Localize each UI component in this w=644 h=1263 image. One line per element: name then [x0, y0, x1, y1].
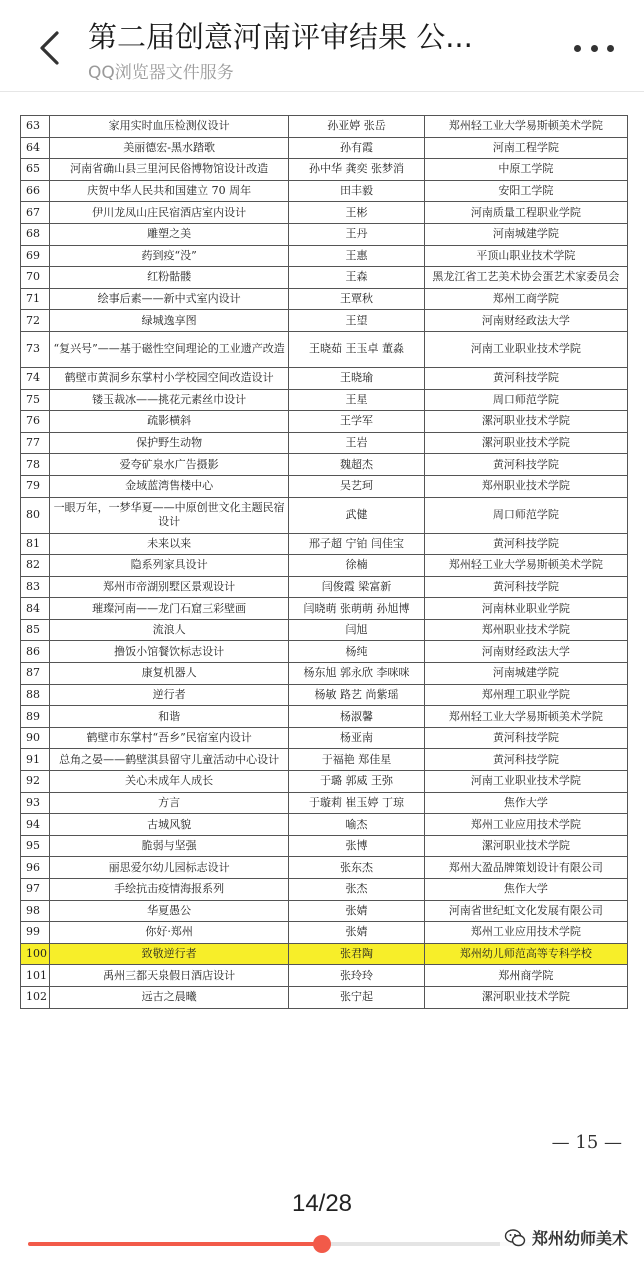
row-number: 74 [21, 367, 50, 389]
row-number: 101 [21, 965, 50, 987]
table-row [21, 159, 628, 181]
row-number: 63 [21, 116, 50, 138]
author-names: 张玲玲 [289, 965, 425, 987]
dot-icon [591, 45, 598, 52]
school-name: 漯河职业技术学院 [424, 411, 627, 433]
author-names: 张婧 [289, 922, 425, 944]
author-names: 张博 [289, 835, 425, 857]
row-number: 99 [21, 922, 50, 944]
table-row [21, 835, 628, 857]
author-names: 闫旭 [289, 619, 425, 641]
document-page-number: — 15 — [551, 1132, 622, 1153]
table-row [21, 922, 628, 944]
page-progress-handle[interactable] [313, 1235, 331, 1253]
author-names: 孙有霞 [289, 137, 425, 159]
table-row [21, 137, 628, 159]
school-name: 郑州职业技术学院 [424, 475, 627, 497]
table-row [21, 900, 628, 922]
author-names: 王晓茹 王玉卓 董淼 [289, 331, 425, 367]
work-title: 你好·郑州 [50, 922, 289, 944]
work-title: 绘事后素——新中式室内设计 [50, 288, 289, 310]
row-number: 81 [21, 533, 50, 555]
school-name: 黄河科技学院 [424, 727, 627, 749]
work-title: 丽思爱尔幼儿园标志设计 [50, 857, 289, 879]
work-title: 爱夸矿泉水广告摄影 [50, 454, 289, 476]
school-name: 郑州轻工业大学易斯顿美术学院 [424, 116, 627, 138]
row-number: 65 [21, 159, 50, 181]
watermark [500, 1224, 632, 1251]
table-row [21, 497, 628, 533]
work-title: 药到疫“没” [50, 245, 289, 267]
table-row [21, 986, 628, 1008]
work-title: 脆弱与坚强 [50, 835, 289, 857]
school-name: 漯河职业技术学院 [424, 986, 627, 1008]
author-names: 王彬 [289, 202, 425, 224]
work-title: 关心未成年人成长 [50, 771, 289, 793]
table-row [21, 180, 628, 202]
table-row [21, 288, 628, 310]
author-names: 张宁起 [289, 986, 425, 1008]
school-name: 黑龙江省工艺美术协会蛋艺术家委员会 [424, 267, 627, 289]
school-name: 中原工学院 [424, 159, 627, 181]
work-title: “复兴号”——基于磁性空间理论的工业遗产改造 [50, 331, 289, 367]
school-name: 郑州轻工业大学易斯顿美术学院 [424, 555, 627, 577]
more-options-button[interactable] [574, 38, 614, 58]
back-button[interactable] [30, 28, 70, 68]
table-row [21, 943, 628, 965]
row-number: 86 [21, 641, 50, 663]
row-number: 90 [21, 727, 50, 749]
school-name: 郑州轻工业大学易斯顿美术学院 [424, 706, 627, 728]
school-name: 郑州职业技术学院 [424, 619, 627, 641]
school-name: 平顶山职业技术学院 [424, 245, 627, 267]
work-title: 未来以来 [50, 533, 289, 555]
table-row [21, 598, 628, 620]
page-progress-fill [28, 1242, 322, 1246]
row-number: 72 [21, 310, 50, 332]
school-name: 河南工业职业技术学院 [424, 771, 627, 793]
school-name: 漯河职业技术学院 [424, 835, 627, 857]
school-name: 河南质量工程职业学院 [424, 202, 627, 224]
table-row [21, 684, 628, 706]
row-number: 75 [21, 389, 50, 411]
row-number: 69 [21, 245, 50, 267]
table-row [21, 771, 628, 793]
table-row [21, 576, 628, 598]
row-number: 89 [21, 706, 50, 728]
author-names: 孙中华 龚奕 张梦消 [289, 159, 425, 181]
author-names: 王晓瑜 [289, 367, 425, 389]
author-names: 王望 [289, 310, 425, 332]
work-title: 璀璨河南——龙门石窟三彩壁画 [50, 598, 289, 620]
work-title: 伊川龙凤山庄民宿酒店室内设计 [50, 202, 289, 224]
table-row [21, 411, 628, 433]
school-name: 黄河科技学院 [424, 367, 627, 389]
wechat-icon [504, 1227, 526, 1249]
row-number: 76 [21, 411, 50, 433]
school-name: 河南城建学院 [424, 663, 627, 685]
work-title: 雕塑之美 [50, 223, 289, 245]
author-names: 张杰 [289, 879, 425, 901]
author-names: 吴艺珂 [289, 475, 425, 497]
school-name: 郑州大盈品牌策划设计有限公司 [424, 857, 627, 879]
work-title: 疏影横斜 [50, 411, 289, 433]
page-indicator: 14/28 [291, 1190, 353, 1217]
school-name: 郑州工业应用技术学院 [424, 922, 627, 944]
row-number: 67 [21, 202, 50, 224]
school-name: 周口师范学院 [424, 497, 627, 533]
row-number: 71 [21, 288, 50, 310]
row-number: 100 [21, 943, 50, 965]
author-names: 闫俊霞 梁富新 [289, 576, 425, 598]
table-row [21, 965, 628, 987]
table-row [21, 367, 628, 389]
row-number: 84 [21, 598, 50, 620]
table-row [21, 475, 628, 497]
row-number: 87 [21, 663, 50, 685]
dot-icon [574, 45, 581, 52]
table-row [21, 857, 628, 879]
row-number: 88 [21, 684, 50, 706]
school-name: 周口师范学院 [424, 389, 627, 411]
author-names: 王森 [289, 267, 425, 289]
table-row [21, 663, 628, 685]
work-title: 镂玉裁冰——挑花元素丝巾设计 [50, 389, 289, 411]
author-names: 张东杰 [289, 857, 425, 879]
chevron-left-icon [30, 28, 70, 68]
row-number: 92 [21, 771, 50, 793]
table-row [21, 310, 628, 332]
top-bar [0, 0, 644, 92]
work-title: 古城风貌 [50, 814, 289, 836]
table-row [21, 749, 628, 771]
work-title: 远古之晨曦 [50, 986, 289, 1008]
work-title: 流浪人 [50, 619, 289, 641]
table-row [21, 879, 628, 901]
row-number: 68 [21, 223, 50, 245]
row-number: 93 [21, 792, 50, 814]
row-number: 78 [21, 454, 50, 476]
author-names: 徐楠 [289, 555, 425, 577]
row-number: 83 [21, 576, 50, 598]
work-title: 绿城逸享图 [50, 310, 289, 332]
work-title: 和谐 [50, 706, 289, 728]
row-number: 85 [21, 619, 50, 641]
work-title: 手绘抗击疫情海报系列 [50, 879, 289, 901]
row-number: 80 [21, 497, 50, 533]
row-number: 66 [21, 180, 50, 202]
table-row [21, 202, 628, 224]
school-name: 焦作大学 [424, 879, 627, 901]
row-number: 79 [21, 475, 50, 497]
work-title: 河南省确山县三里河民俗博物馆设计改造 [50, 159, 289, 181]
work-title: 隐系列家具设计 [50, 555, 289, 577]
row-number: 97 [21, 879, 50, 901]
author-names: 张君陶 [289, 943, 425, 965]
table-row [21, 267, 628, 289]
author-names: 喻杰 [289, 814, 425, 836]
school-name: 河南林业职业学院 [424, 598, 627, 620]
author-names: 王覃秋 [289, 288, 425, 310]
table-row [21, 706, 628, 728]
author-names: 田丰毅 [289, 180, 425, 202]
author-names: 邢子超 宁铂 闫佳宝 [289, 533, 425, 555]
work-title: 禹州三都天泉假日酒店设计 [50, 965, 289, 987]
school-name: 焦作大学 [424, 792, 627, 814]
watermark-text: 郑州幼师美术 [531, 1229, 628, 1248]
author-names: 杨淑馨 [289, 706, 425, 728]
school-name: 郑州工业应用技术学院 [424, 814, 627, 836]
row-number: 64 [21, 137, 50, 159]
author-names: 杨敏 路艺 尚紫瑶 [289, 684, 425, 706]
table-row [21, 555, 628, 577]
author-names: 王星 [289, 389, 425, 411]
row-number: 73 [21, 331, 50, 367]
document-source: QQ浏览器文件服务 [88, 63, 234, 83]
author-names: 于璇莉 崔玉婷 丁琼 [289, 792, 425, 814]
work-title: 美丽德宏-黑水踏歌 [50, 137, 289, 159]
school-name: 漯河职业技术学院 [424, 432, 627, 454]
table-row [21, 223, 628, 245]
table-row [21, 432, 628, 454]
work-title: 方言 [50, 792, 289, 814]
row-number: 94 [21, 814, 50, 836]
row-number: 77 [21, 432, 50, 454]
work-title: 华夏愚公 [50, 900, 289, 922]
row-number: 95 [21, 835, 50, 857]
author-names: 于璐 郭威 王弥 [289, 771, 425, 793]
school-name: 河南财经政法大学 [424, 641, 627, 663]
author-names: 闫晓萌 张萌萌 孙旭博 [289, 598, 425, 620]
table-row [21, 814, 628, 836]
school-name: 安阳工学院 [424, 180, 627, 202]
work-title: 康复机器人 [50, 663, 289, 685]
row-number: 96 [21, 857, 50, 879]
table-row [21, 792, 628, 814]
work-title: 郑州市帝湖别墅区景观设计 [50, 576, 289, 598]
author-names: 杨东旭 郭永欣 李咪咪 [289, 663, 425, 685]
school-name: 郑州幼儿师范高等专科学校 [424, 943, 627, 965]
work-title: 金域蓝湾售楼中心 [50, 475, 289, 497]
author-names: 王岩 [289, 432, 425, 454]
row-number: 102 [21, 986, 50, 1008]
row-number: 91 [21, 749, 50, 771]
table-row [21, 619, 628, 641]
table-row [21, 454, 628, 476]
row-number: 70 [21, 267, 50, 289]
author-names: 魏超杰 [289, 454, 425, 476]
school-name: 黄河科技学院 [424, 533, 627, 555]
results-table [20, 115, 628, 1009]
school-name: 郑州商学院 [424, 965, 627, 987]
work-title: 家用实时血压检测仪设计 [50, 116, 289, 138]
document-title: 第二届创意河南评审结果 公... [88, 20, 473, 54]
school-name: 黄河科技学院 [424, 454, 627, 476]
table-row [21, 116, 628, 138]
author-names: 于福艳 郑佳星 [289, 749, 425, 771]
work-title: 致敬逆行者 [50, 943, 289, 965]
work-title: 总角之晏——鹤壁淇县留守儿童活动中心设计 [50, 749, 289, 771]
work-title: 鹤壁市黄洞乡东掌村小学校园空间改造设计 [50, 367, 289, 389]
author-names: 孙亚婷 张岳 [289, 116, 425, 138]
school-name: 郑州理工职业学院 [424, 684, 627, 706]
school-name: 河南省世纪虹文化发展有限公司 [424, 900, 627, 922]
work-title: 庆贺中华人民共和国建立 70 周年 [50, 180, 289, 202]
work-title: 保护野生动物 [50, 432, 289, 454]
school-name: 河南工业职业技术学院 [424, 331, 627, 367]
dot-icon [607, 45, 614, 52]
row-number: 82 [21, 555, 50, 577]
author-names: 杨纯 [289, 641, 425, 663]
author-names: 王惠 [289, 245, 425, 267]
work-title: 撸饭小馆餐饮标志设计 [50, 641, 289, 663]
author-names: 武健 [289, 497, 425, 533]
school-name: 郑州工商学院 [424, 288, 627, 310]
author-names: 张婧 [289, 900, 425, 922]
table-row [21, 245, 628, 267]
school-name: 黄河科技学院 [424, 576, 627, 598]
row-number: 98 [21, 900, 50, 922]
school-name: 黄河科技学院 [424, 749, 627, 771]
work-title: 鹤壁市东掌村“吾乡”民宿室内设计 [50, 727, 289, 749]
work-title: 一眼万年，一梦华夏——中原创世文化主题民宿设计 [50, 497, 289, 533]
author-names: 杨亚南 [289, 727, 425, 749]
work-title: 红粉骷髅 [50, 267, 289, 289]
table-row [21, 331, 628, 367]
school-name: 河南工程学院 [424, 137, 627, 159]
table-row [21, 727, 628, 749]
table-row [21, 533, 628, 555]
school-name: 河南财经政法大学 [424, 310, 627, 332]
table-row [21, 389, 628, 411]
table-row [21, 641, 628, 663]
school-name: 河南城建学院 [424, 223, 627, 245]
author-names: 王丹 [289, 223, 425, 245]
author-names: 王学军 [289, 411, 425, 433]
work-title: 逆行者 [50, 684, 289, 706]
